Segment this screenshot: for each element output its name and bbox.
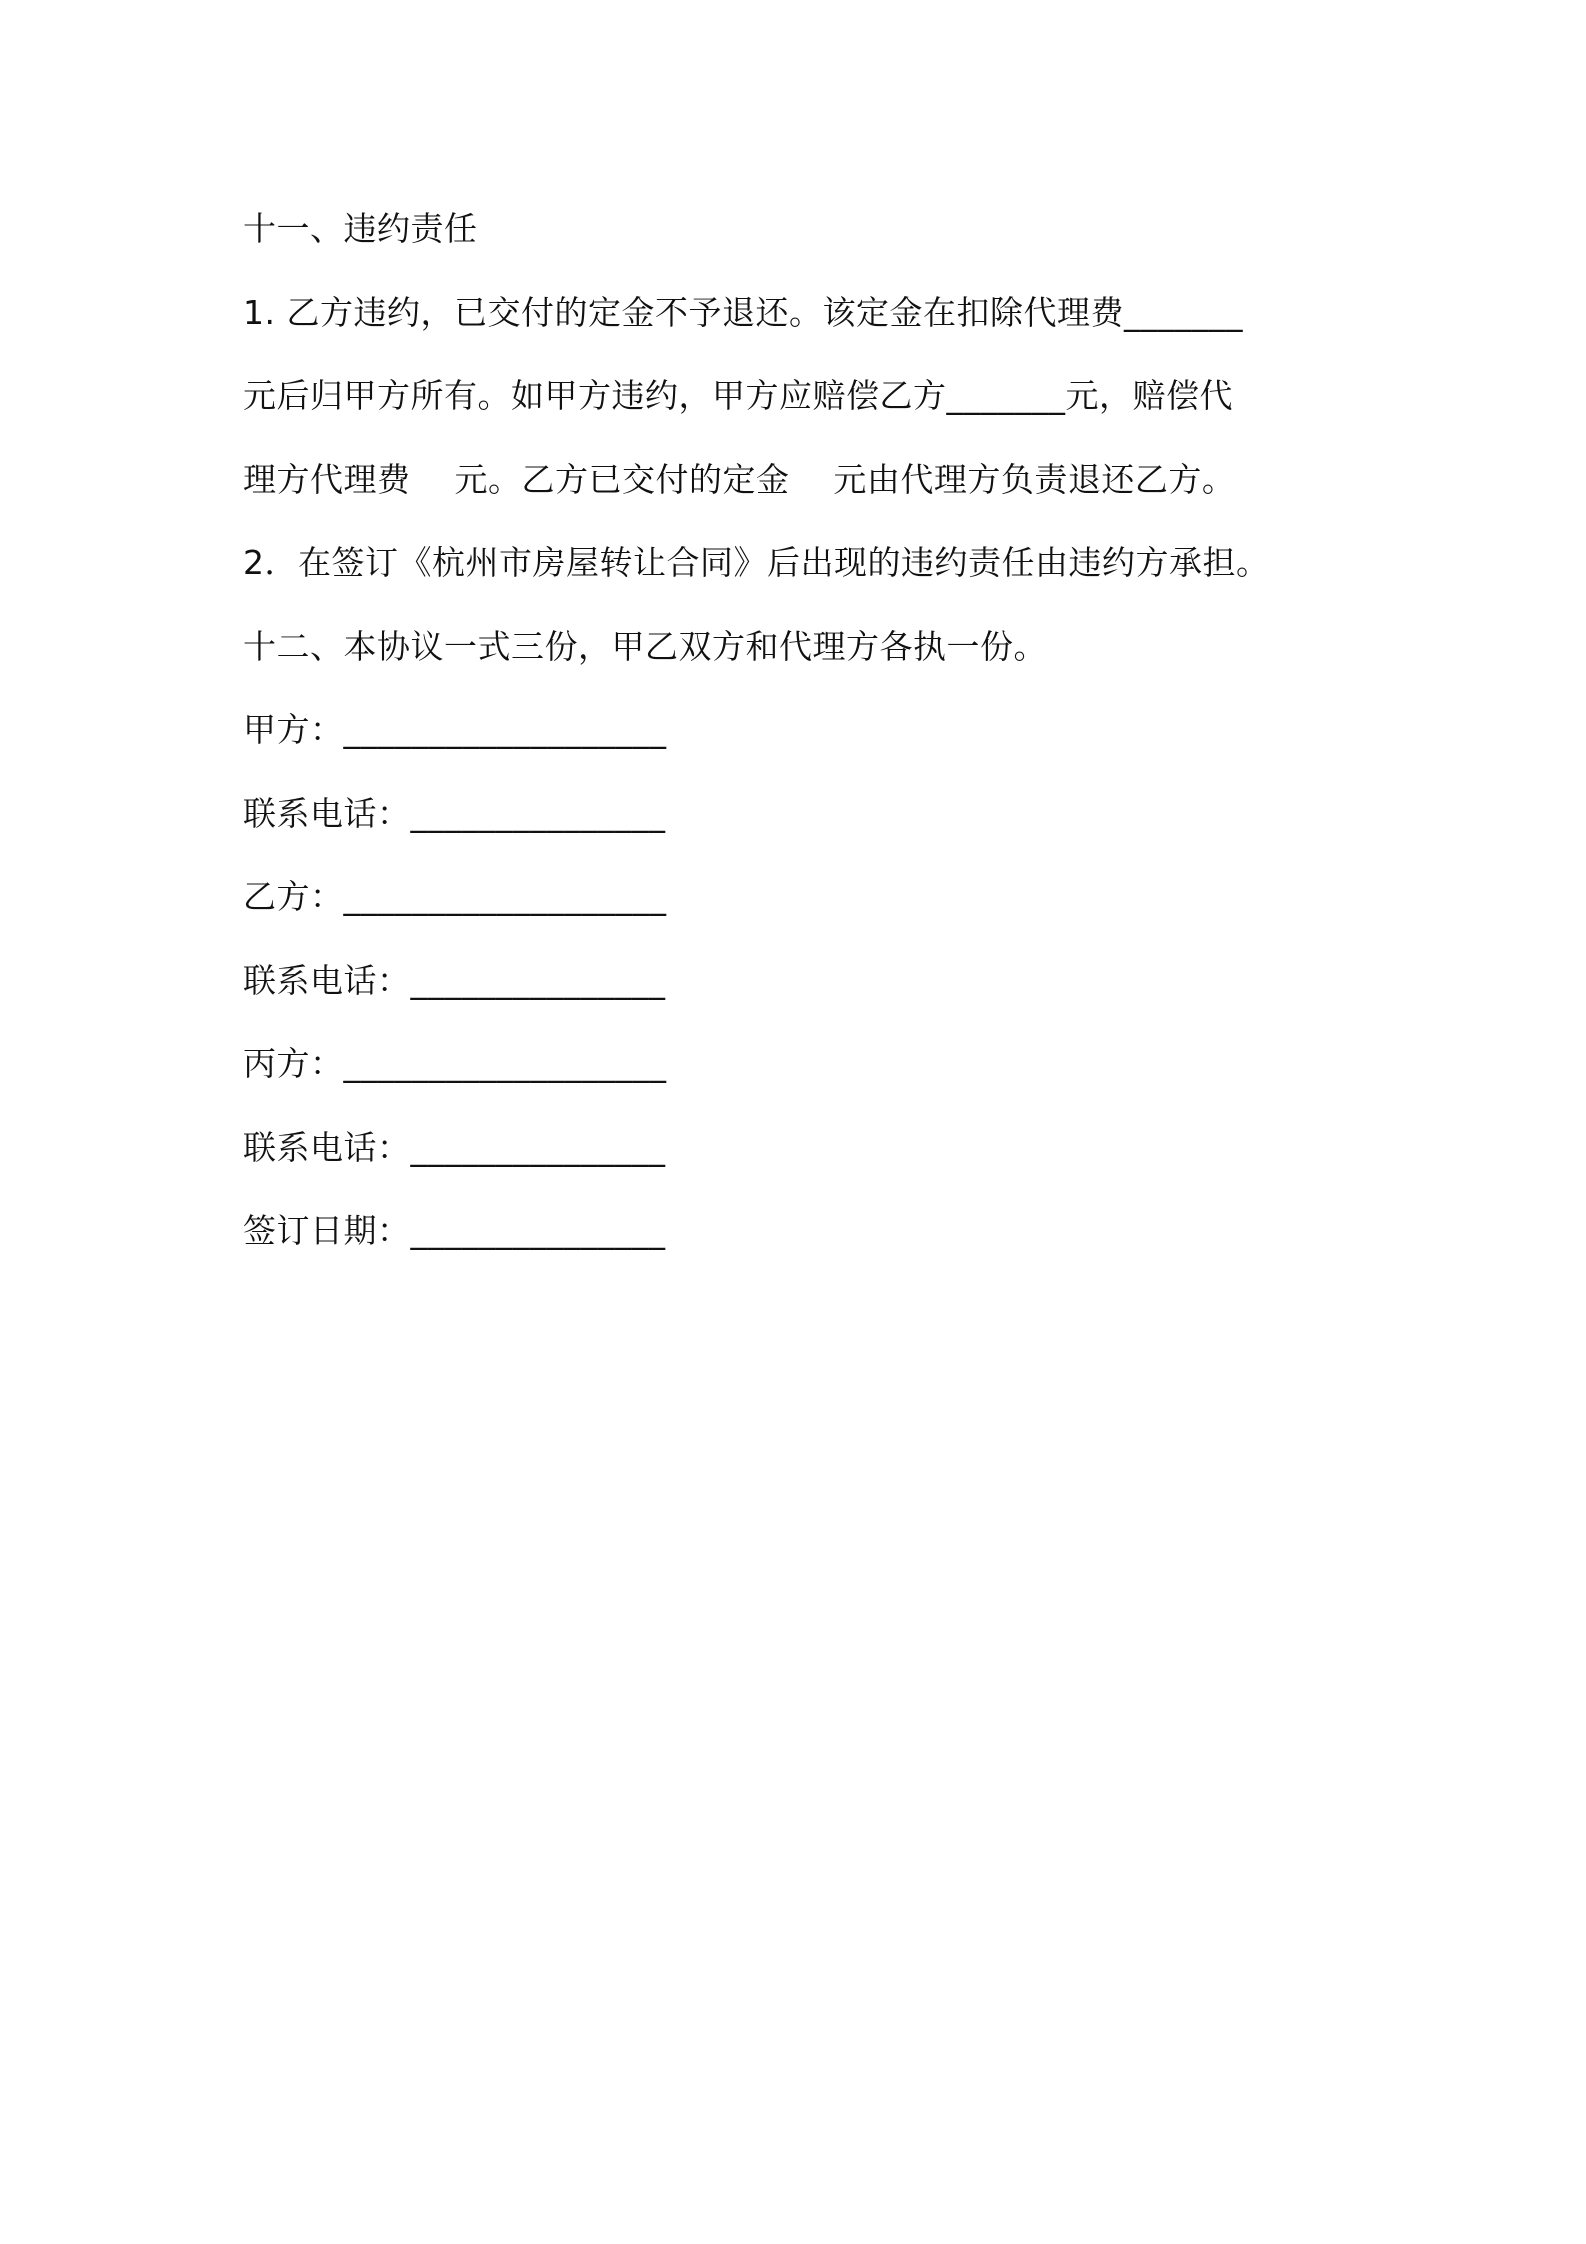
party-c-field: 丙方：___________________ bbox=[243, 1044, 667, 1083]
section-11-heading: 十一、违约责任 bbox=[243, 209, 478, 248]
clause-1-line-1: 1. 乙方违约，已交付的定金不予退还。该定金在扣除代理费_______ bbox=[243, 292, 1243, 332]
clause-1-line-3: 理方代理费 元。乙方已交付的定金 元由代理方负责退还乙方。 bbox=[243, 459, 1236, 499]
signing-date-field: 签订日期：_______________ bbox=[243, 1211, 666, 1250]
clause-2: 2．在签订《杭州市房屋转让合同》后出现的违约责任由违约方承担。 bbox=[243, 543, 1270, 582]
document-body bbox=[243, 200, 1383, 1286]
party-a-field: 甲方：___________________ bbox=[243, 710, 667, 749]
clause-1-line-2: 元后归甲方所有。如甲方违约，甲方应赔偿乙方_______元，赔偿代 bbox=[243, 376, 1233, 415]
party-b-field: 乙方：___________________ bbox=[243, 877, 667, 916]
party-c-phone-field: 联系电话：_______________ bbox=[243, 1127, 666, 1167]
party-b-phone-field: 联系电话：_______________ bbox=[243, 960, 666, 1000]
section-12: 十二、本协议一式三份，甲乙双方和代理方各执一份。 bbox=[243, 626, 1047, 666]
party-a-phone-field: 联系电话：_______________ bbox=[243, 793, 666, 833]
